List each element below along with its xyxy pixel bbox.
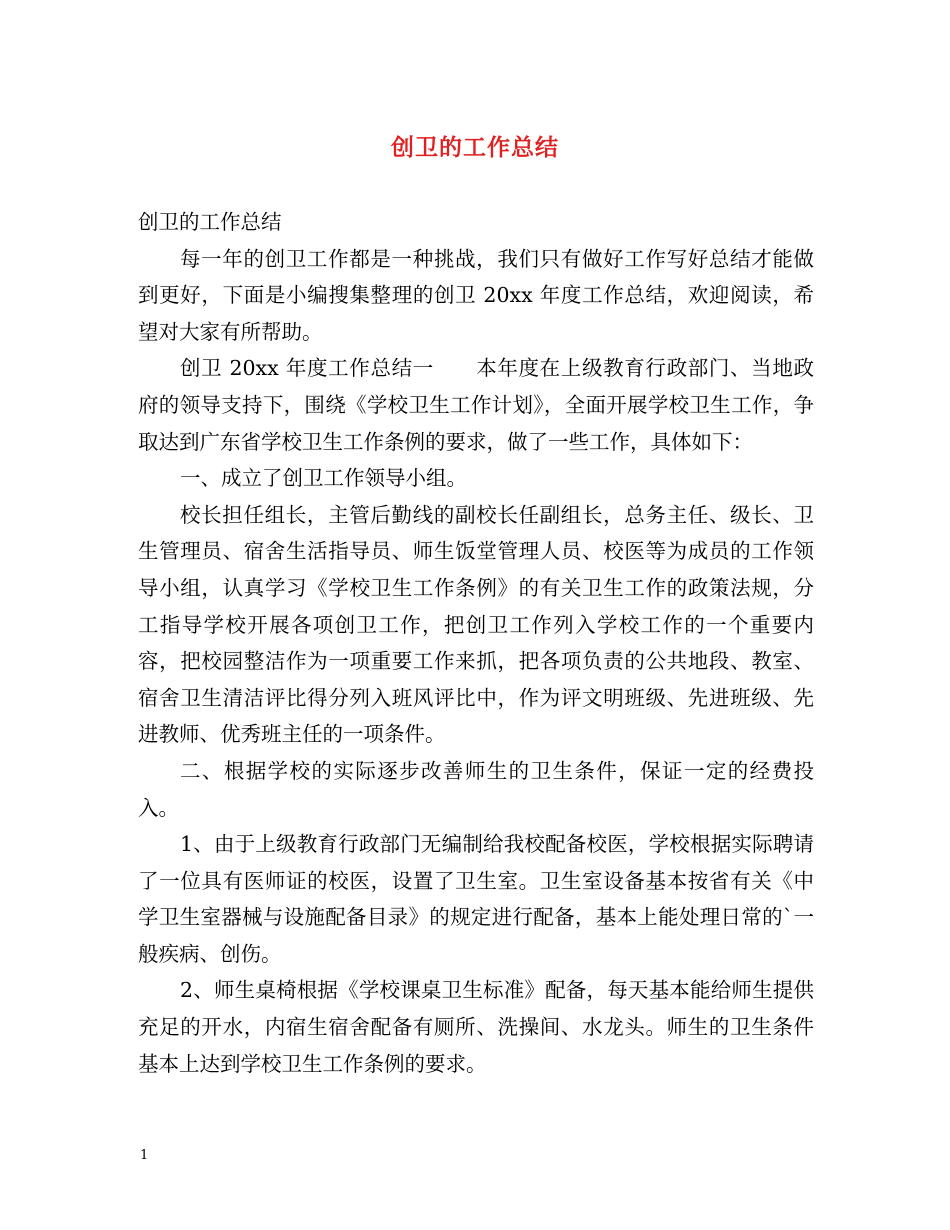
document-body: [138, 204, 814, 1082]
paragraph-leadership: 校长担任组长，主管后勤线的副校长任副组长，总务主任、级长、卫生管理员、宿舍生活指导员、师生饭堂管理人员、校医等为成员的工作领导小组，认真学习《学校卫生工作条例》的有关卫生工作的政策法规，分工指导学校开展各项创卫工作，把创卫工作列入学校工作的一个重要内容，把校园整洁作为一项重要工作来抓，把各项负责的公共地段、教室、宿舍卫生清洁评比得分列入班风评比中，作为评文明班级、先进班级、先进教师、优秀班主任的一项条件。: [138, 502, 814, 747]
paragraph-item-one: 1、由于上级教育行政部门无编制给我校配备校医，学校根据实际聘请了一位具有医师证的校医，设置了卫生室。卫生室设备基本按省有关《中学卫生室器械与设施配备目录》的规定进行配备，基本上能处理日常的`一般疾病、创伤。: [138, 832, 814, 966]
paragraph-section-two: 二、根据学校的实际逐步改善师生的卫生条件，保证一定的经费投入。: [138, 758, 814, 820]
document-title: 创卫的工作总结: [391, 134, 559, 161]
paragraph-heading: 创卫的工作总结: [138, 210, 282, 234]
paragraph-intro: 每一年的创卫工作都是一种挑战，我们只有做好工作写好总结才能做到更好，下面是小编搜集整理的创卫 20xx 年度工作总结，欢迎阅读，希望对大家有所帮助。: [138, 246, 814, 344]
page-number: 1: [140, 1148, 149, 1163]
paragraph-summary-one: 创卫 20xx 年度工作总结一 本年度在上级教育行政部门、当地政府的领导支持下，围绕《学校卫生工作计划》，全面开展学校卫生工作，争取达到广东省学校卫生工作条例的要求，做了一些工作，具体如下：: [138, 356, 814, 454]
paragraph-item-two: 2、师生桌椅根据《学校课桌卫生标准》配备，每天基本能给师生提供充足的开水，内宿生宿舍配备有厕所、洗操间、水龙头。师生的卫生条件基本上达到学校卫生工作条例的要求。: [138, 978, 814, 1076]
paragraph-section-one: 一、成立了创卫工作领导小组。: [180, 466, 467, 491]
